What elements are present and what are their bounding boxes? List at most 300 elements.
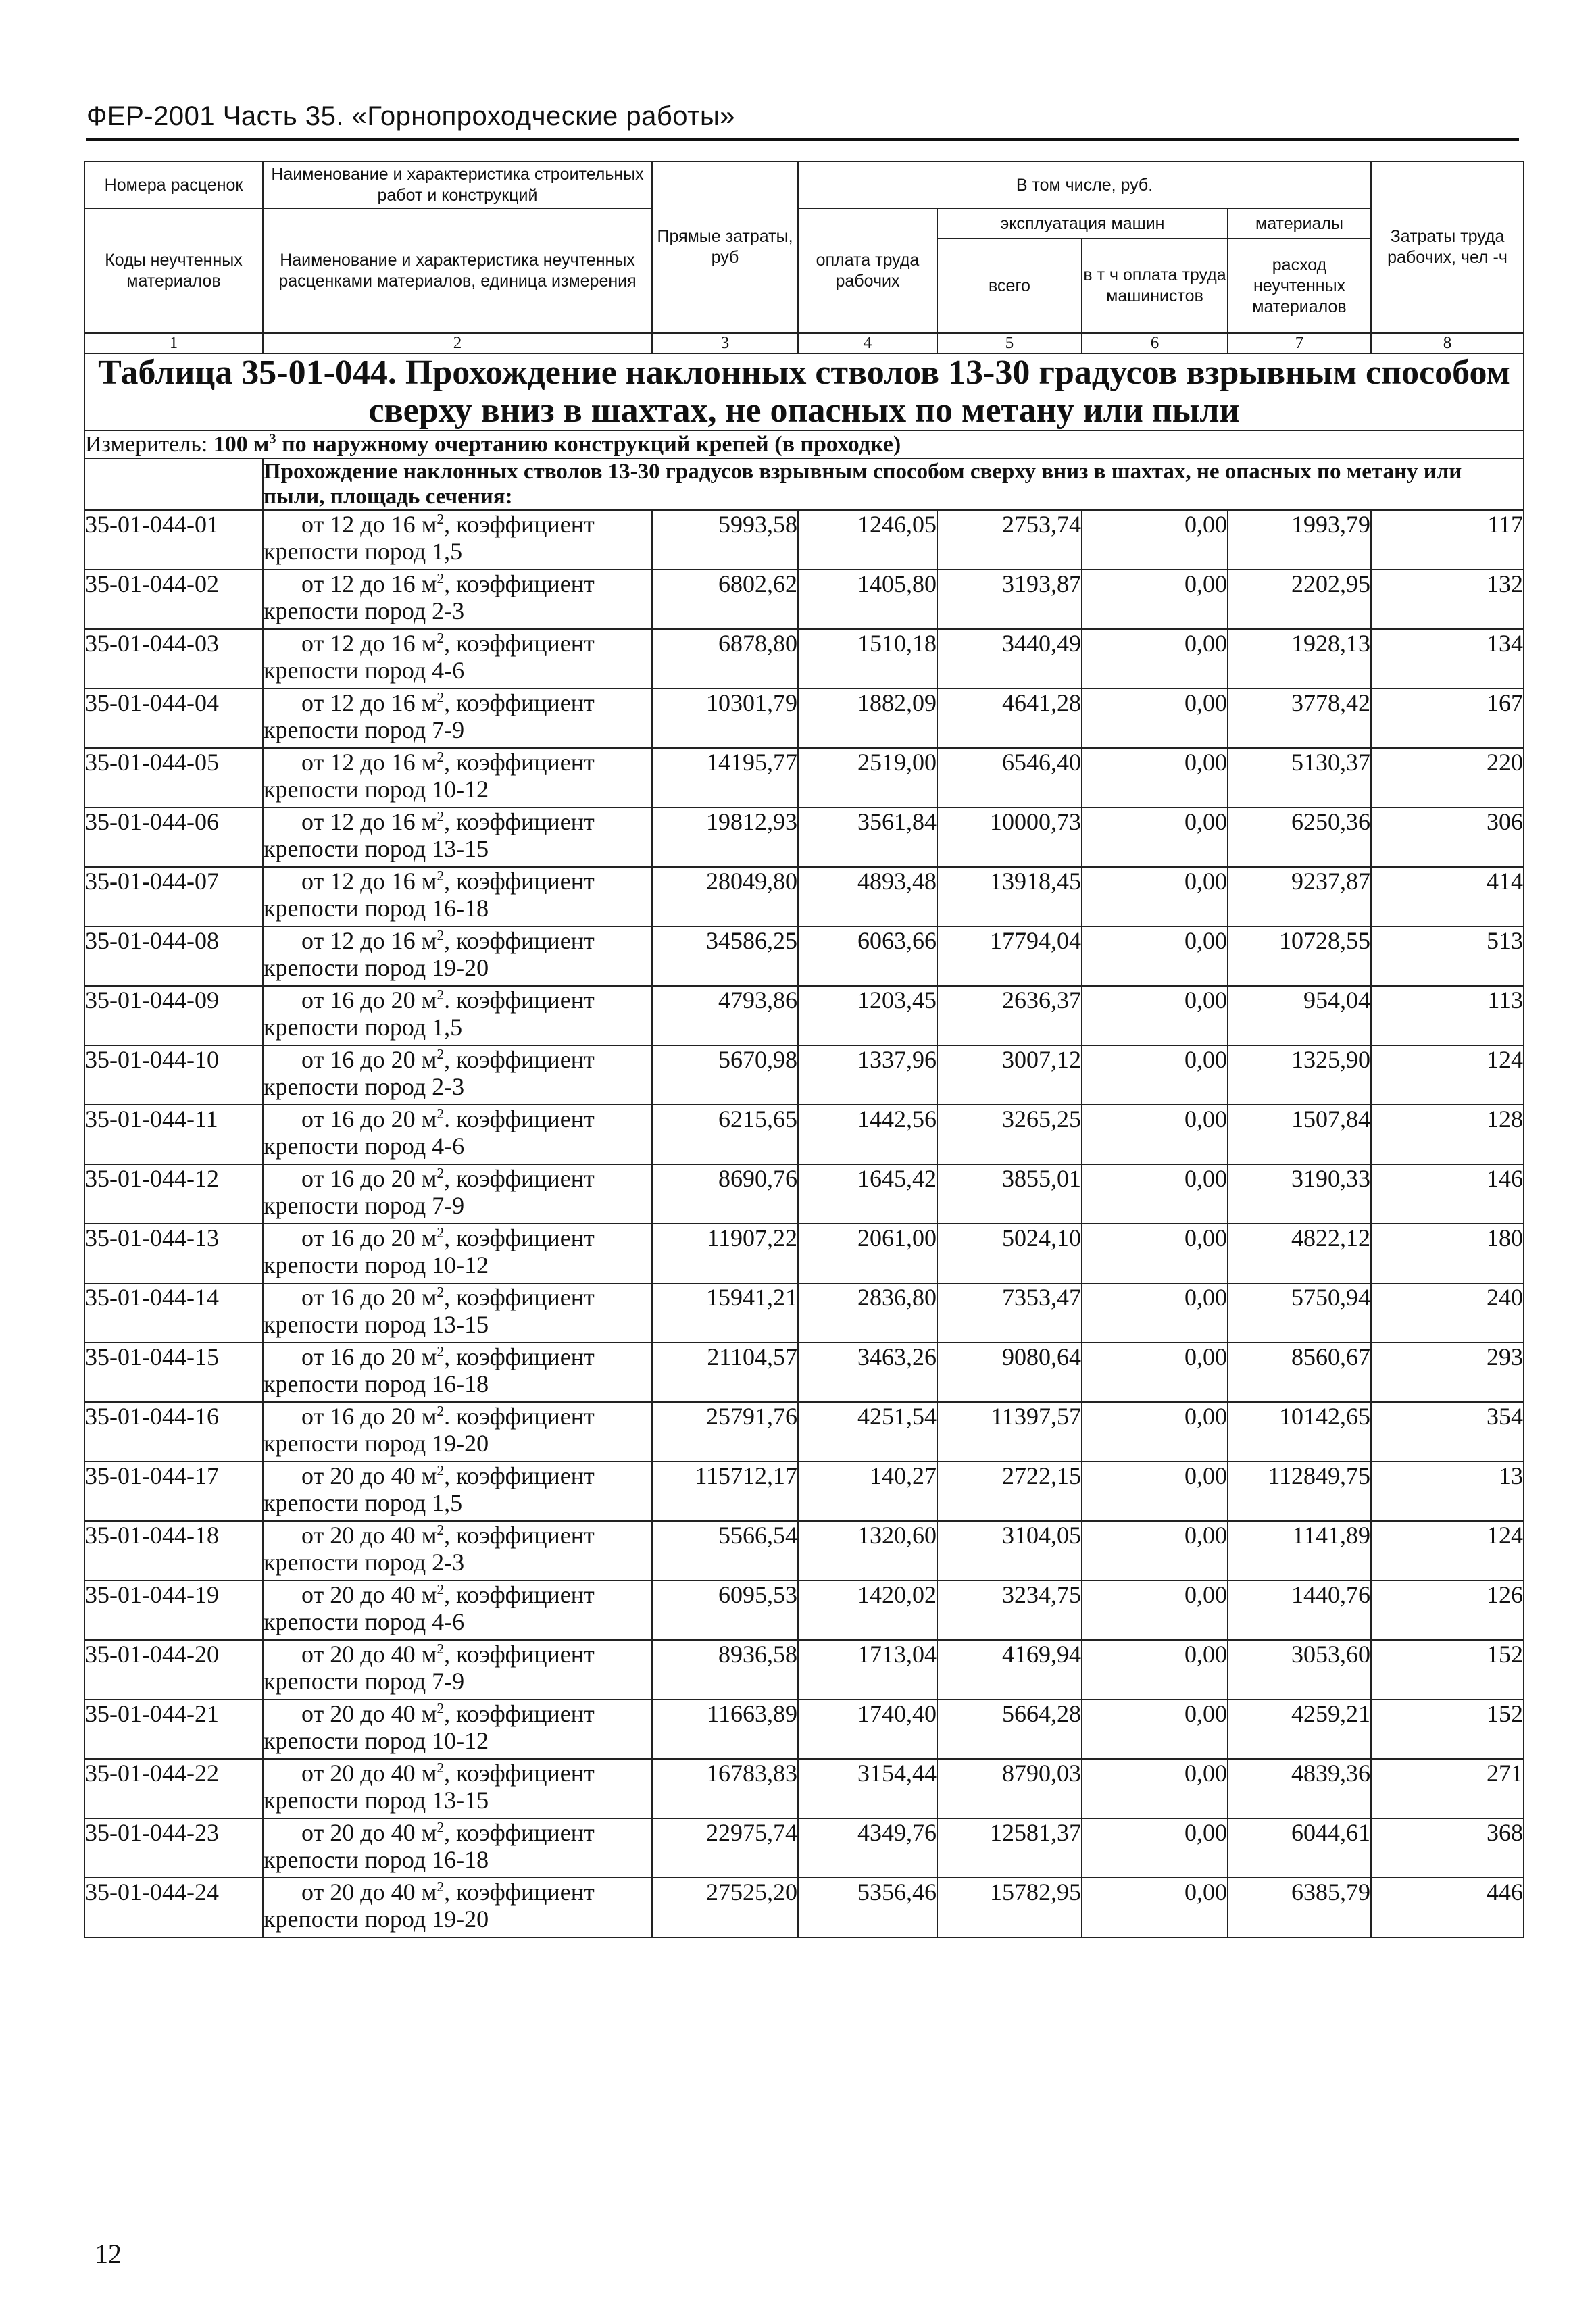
header-rule xyxy=(86,138,1519,141)
rate-code-cell: 35-01-044-05 xyxy=(84,748,263,807)
area-exponent: 2 xyxy=(437,1819,445,1835)
materials-cell: 1928,13 xyxy=(1228,629,1371,689)
direct-costs-cell: 6802,62 xyxy=(652,570,798,629)
col-materials-header: материалы xyxy=(1228,209,1371,239)
materials-cell: 1141,89 xyxy=(1228,1521,1371,1580)
materials-cell: 3190,33 xyxy=(1228,1164,1371,1224)
direct-costs-cell: 5993,58 xyxy=(652,510,798,570)
direct-costs-cell: 5670,98 xyxy=(652,1045,798,1105)
column-number: 2 xyxy=(263,333,652,353)
area-range: от 12 до 16 м xyxy=(301,808,437,835)
col-material-name-header: Наименование и характеристика неучтенных расценками материалов, единица измерения xyxy=(263,209,652,333)
machines-total-cell: 3265,25 xyxy=(937,1105,1082,1164)
machinist-pay-cell: 0,00 xyxy=(1082,926,1228,986)
norms-table xyxy=(84,161,1524,1938)
table-row xyxy=(84,1818,1524,1878)
rate-code-cell: 35-01-044-08 xyxy=(84,926,263,986)
table-row xyxy=(84,986,1524,1045)
machinist-pay-cell: 0,00 xyxy=(1082,1164,1228,1224)
labor-pay-cell: 4349,76 xyxy=(798,1818,937,1878)
machines-total-cell: 3104,05 xyxy=(937,1521,1082,1580)
materials-cell: 6044,61 xyxy=(1228,1818,1371,1878)
col-material-codes-header: Коды неучтенных материалов xyxy=(84,209,263,333)
direct-costs-cell: 4793,86 xyxy=(652,986,798,1045)
meter-value: 100 м xyxy=(213,432,270,457)
area-range: от 16 до 20 м xyxy=(301,1343,437,1370)
rock-hardness: крепости пород 19-20 xyxy=(264,1906,489,1933)
direct-costs-cell: 11663,89 xyxy=(652,1699,798,1759)
table-row xyxy=(84,1164,1524,1224)
area-range: от 20 до 40 м xyxy=(301,1760,437,1787)
area-exponent: 2 xyxy=(437,689,445,705)
direct-costs-cell: 21104,57 xyxy=(652,1343,798,1402)
rate-code-cell: 35-01-044-20 xyxy=(84,1640,263,1699)
rock-hardness: крепости пород 4-6 xyxy=(264,1132,465,1160)
direct-costs-cell: 115712,17 xyxy=(652,1462,798,1521)
area-exponent: 2 xyxy=(437,749,445,765)
col-group-header: В том числе, руб. xyxy=(798,161,1371,209)
table-row xyxy=(84,1343,1524,1402)
area-range: от 16 до 20 м xyxy=(301,1284,437,1311)
coefficient-label: . коэффициент xyxy=(444,1403,595,1430)
rate-code-cell: 35-01-044-13 xyxy=(84,1224,263,1283)
section-heading: Прохождение наклонных стволов 13-30 градусов взрывным способом сверху вниз в шахтах, не опасных по метану или пыли, площадь сечения: xyxy=(263,459,1524,510)
rock-hardness: крепости пород 2-3 xyxy=(264,1073,465,1100)
labor-pay-cell: 5356,46 xyxy=(798,1878,937,1937)
materials-cell: 2202,95 xyxy=(1228,570,1371,629)
work-name-cell xyxy=(263,748,652,807)
labor-hours-cell: 13 xyxy=(1371,1462,1524,1521)
labor-hours-cell: 180 xyxy=(1371,1224,1524,1283)
machines-total-cell: 9080,64 xyxy=(937,1343,1082,1402)
machines-total-cell: 10000,73 xyxy=(937,807,1082,867)
work-name-cell xyxy=(263,867,652,926)
table-row xyxy=(84,1759,1524,1818)
table-row xyxy=(84,1640,1524,1699)
coefficient-label: , коэффициент xyxy=(444,1581,595,1608)
rock-hardness: крепости пород 7-9 xyxy=(264,716,465,743)
direct-costs-cell: 28049,80 xyxy=(652,867,798,926)
area-exponent: 2 xyxy=(437,570,445,587)
rate-code-cell: 35-01-044-11 xyxy=(84,1105,263,1164)
table-row xyxy=(84,1105,1524,1164)
column-number: 8 xyxy=(1371,333,1524,353)
direct-costs-cell: 14195,77 xyxy=(652,748,798,807)
machinist-pay-cell: 0,00 xyxy=(1082,1462,1228,1521)
labor-pay-cell: 1645,42 xyxy=(798,1164,937,1224)
col-work-name-header: Наименование и характеристика строительных работ и конструкций xyxy=(263,161,652,209)
labor-hours-cell: 126 xyxy=(1371,1580,1524,1640)
rock-hardness: крепости пород 13-15 xyxy=(264,835,489,862)
machinist-pay-cell: 0,00 xyxy=(1082,629,1228,689)
col-labor-hours-header: Затраты труда рабочих, чел -ч xyxy=(1371,161,1524,333)
area-range: от 20 до 40 м xyxy=(301,1641,437,1668)
rock-hardness: крепости пород 13-15 xyxy=(264,1787,489,1814)
direct-costs-cell: 10301,79 xyxy=(652,689,798,748)
labor-hours-cell: 354 xyxy=(1371,1402,1524,1462)
area-range: от 12 до 16 м xyxy=(301,689,437,716)
table-row xyxy=(84,689,1524,748)
area-exponent: 2 xyxy=(437,1105,445,1122)
rate-code-cell: 35-01-044-18 xyxy=(84,1521,263,1580)
materials-cell: 1440,76 xyxy=(1228,1580,1371,1640)
machinist-pay-cell: 0,00 xyxy=(1082,748,1228,807)
area-range: от 20 до 40 м xyxy=(301,1462,437,1489)
rate-code-cell: 35-01-044-14 xyxy=(84,1283,263,1343)
materials-cell: 10142,65 xyxy=(1228,1402,1371,1462)
coefficient-label: . коэффициент xyxy=(444,987,595,1014)
coefficient-label: , коэффициент xyxy=(444,689,595,716)
area-exponent: 2 xyxy=(437,1284,445,1300)
table-row xyxy=(84,1045,1524,1105)
machines-total-cell: 2753,74 xyxy=(937,510,1082,570)
meter-exponent: 3 xyxy=(269,431,276,447)
labor-hours-cell: 117 xyxy=(1371,510,1524,570)
area-range: от 12 до 16 м xyxy=(301,927,437,954)
machinist-pay-cell: 0,00 xyxy=(1082,867,1228,926)
rate-code-cell: 35-01-044-21 xyxy=(84,1699,263,1759)
table-meter xyxy=(84,430,1524,459)
labor-pay-cell: 1713,04 xyxy=(798,1640,937,1699)
coefficient-label: , коэффициент xyxy=(444,1224,595,1251)
coefficient-label: , коэффициент xyxy=(444,630,595,657)
work-name-cell xyxy=(263,1818,652,1878)
labor-pay-cell: 2836,80 xyxy=(798,1283,937,1343)
labor-pay-cell: 1740,40 xyxy=(798,1699,937,1759)
materials-cell: 10728,55 xyxy=(1228,926,1371,986)
machines-total-cell: 11397,57 xyxy=(937,1402,1082,1462)
rock-hardness: крепости пород 7-9 xyxy=(264,1192,465,1219)
direct-costs-cell: 6215,65 xyxy=(652,1105,798,1164)
table-row xyxy=(84,1283,1524,1343)
materials-cell: 4822,12 xyxy=(1228,1224,1371,1283)
labor-hours-cell: 134 xyxy=(1371,629,1524,689)
work-name-cell xyxy=(263,1402,652,1462)
direct-costs-cell: 15941,21 xyxy=(652,1283,798,1343)
table-row xyxy=(84,510,1524,570)
meter-description: по наружному очертанию конструкций крепей (в проходке) xyxy=(276,432,901,457)
labor-pay-cell: 1882,09 xyxy=(798,689,937,748)
machines-total-cell: 5664,28 xyxy=(937,1699,1082,1759)
labor-pay-cell: 2061,00 xyxy=(798,1224,937,1283)
machinist-pay-cell: 0,00 xyxy=(1082,1759,1228,1818)
machines-total-cell: 15782,95 xyxy=(937,1878,1082,1937)
work-name-cell xyxy=(263,1224,652,1283)
labor-pay-cell: 3561,84 xyxy=(798,807,937,867)
rock-hardness: крепости пород 13-15 xyxy=(264,1311,489,1338)
labor-pay-cell: 1337,96 xyxy=(798,1045,937,1105)
machinist-pay-cell: 0,00 xyxy=(1082,689,1228,748)
table-row xyxy=(84,1224,1524,1283)
direct-costs-cell: 27525,20 xyxy=(652,1878,798,1937)
labor-pay-cell: 4251,54 xyxy=(798,1402,937,1462)
machinist-pay-cell: 0,00 xyxy=(1082,1878,1228,1937)
machines-total-cell: 3440,49 xyxy=(937,629,1082,689)
work-name-cell xyxy=(263,510,652,570)
labor-pay-cell: 1405,80 xyxy=(798,570,937,629)
area-exponent: 2 xyxy=(437,927,445,943)
labor-hours-cell: 132 xyxy=(1371,570,1524,629)
area-exponent: 2 xyxy=(437,1462,445,1478)
rock-hardness: крепости пород 1,5 xyxy=(264,1489,463,1516)
rock-hardness: крепости пород 16-18 xyxy=(264,895,489,922)
machines-total-cell: 3234,75 xyxy=(937,1580,1082,1640)
machinist-pay-cell: 0,00 xyxy=(1082,807,1228,867)
labor-hours-cell: 271 xyxy=(1371,1759,1524,1818)
table-row xyxy=(84,1580,1524,1640)
coefficient-label: , коэффициент xyxy=(444,570,595,597)
rock-hardness: крепости пород 16-18 xyxy=(264,1370,489,1397)
coefficient-label: , коэффициент xyxy=(444,749,595,776)
table-title: Таблица 35-01-044. Прохождение наклонных стволов 13-30 градусов взрывным способом сверху вниз в шахтах, не опасных по метану или пыли xyxy=(84,353,1524,430)
area-exponent: 2 xyxy=(437,1343,445,1360)
rock-hardness: крепости пород 10-12 xyxy=(264,1727,489,1754)
labor-hours-cell: 293 xyxy=(1371,1343,1524,1402)
rock-hardness: крепости пород 19-20 xyxy=(264,1430,489,1457)
labor-pay-cell: 140,27 xyxy=(798,1462,937,1521)
labor-hours-cell: 240 xyxy=(1371,1283,1524,1343)
machines-total-cell: 4169,94 xyxy=(937,1640,1082,1699)
coefficient-label: , коэффициент xyxy=(444,1819,595,1846)
machines-total-cell: 6546,40 xyxy=(937,748,1082,807)
coefficient-label: , коэффициент xyxy=(444,927,595,954)
machinist-pay-cell: 0,00 xyxy=(1082,986,1228,1045)
area-exponent: 2 xyxy=(437,1581,445,1597)
work-name-cell xyxy=(263,1164,652,1224)
column-number: 6 xyxy=(1082,333,1228,353)
coefficient-label: . коэффициент xyxy=(444,1105,595,1132)
machinist-pay-cell: 0,00 xyxy=(1082,1045,1228,1105)
rate-code-cell: 35-01-044-17 xyxy=(84,1462,263,1521)
labor-pay-cell: 2519,00 xyxy=(798,748,937,807)
area-range: от 20 до 40 м xyxy=(301,1700,437,1727)
rate-code-cell: 35-01-044-01 xyxy=(84,510,263,570)
coefficient-label: , коэффициент xyxy=(444,808,595,835)
rock-hardness: крепости пород 4-6 xyxy=(264,1608,465,1635)
labor-hours-cell: 368 xyxy=(1371,1818,1524,1878)
area-exponent: 2 xyxy=(437,1878,445,1895)
rate-code-cell: 35-01-044-23 xyxy=(84,1818,263,1878)
machinist-pay-cell: 0,00 xyxy=(1082,1580,1228,1640)
materials-cell: 3778,42 xyxy=(1228,689,1371,748)
area-range: от 16 до 20 м xyxy=(301,1105,437,1132)
work-name-cell xyxy=(263,1283,652,1343)
table-row xyxy=(84,1402,1524,1462)
col-direct-costs-header: Прямые затраты, руб xyxy=(652,161,798,333)
machines-total-cell: 17794,04 xyxy=(937,926,1082,986)
coefficient-label: , коэффициент xyxy=(444,1641,595,1668)
coefficient-label: , коэффициент xyxy=(444,1165,595,1192)
area-range: от 16 до 20 м xyxy=(301,987,437,1014)
labor-hours-cell: 128 xyxy=(1371,1105,1524,1164)
page-number: 12 xyxy=(95,2239,122,2269)
coefficient-label: , коэффициент xyxy=(444,1878,595,1906)
column-number: 1 xyxy=(84,333,263,353)
column-number: 4 xyxy=(798,333,937,353)
labor-pay-cell: 3154,44 xyxy=(798,1759,937,1818)
area-exponent: 2 xyxy=(437,1403,445,1419)
work-name-cell xyxy=(263,1462,652,1521)
area-range: от 12 до 16 м xyxy=(301,570,437,597)
direct-costs-cell: 6878,80 xyxy=(652,629,798,689)
materials-cell: 5130,37 xyxy=(1228,748,1371,807)
table-row xyxy=(84,1462,1524,1521)
rate-code-cell: 35-01-044-19 xyxy=(84,1580,263,1640)
coefficient-label: , коэффициент xyxy=(444,868,595,895)
area-range: от 12 до 16 м xyxy=(301,749,437,776)
machines-total-cell: 3193,87 xyxy=(937,570,1082,629)
machinist-pay-cell: 0,00 xyxy=(1082,1818,1228,1878)
machines-total-cell: 12581,37 xyxy=(937,1818,1082,1878)
area-exponent: 2 xyxy=(437,808,445,824)
machinist-pay-cell: 0,00 xyxy=(1082,1343,1228,1402)
work-name-cell xyxy=(263,629,652,689)
rate-code-cell: 35-01-044-24 xyxy=(84,1878,263,1937)
area-exponent: 2 xyxy=(437,1522,445,1538)
running-head: ФЕР-2001 Часть 35. «Горнопроходческие работы» xyxy=(86,101,735,131)
table-row xyxy=(84,867,1524,926)
machinist-pay-cell: 0,00 xyxy=(1082,1699,1228,1759)
materials-cell: 9237,87 xyxy=(1228,867,1371,926)
work-name-cell xyxy=(263,1045,652,1105)
direct-costs-cell: 11907,22 xyxy=(652,1224,798,1283)
rock-hardness: крепости пород 2-3 xyxy=(264,597,465,624)
rock-hardness: крепости пород 2-3 xyxy=(264,1549,465,1576)
work-name-cell xyxy=(263,986,652,1045)
area-exponent: 2 xyxy=(437,511,445,527)
labor-hours-cell: 113 xyxy=(1371,986,1524,1045)
rate-code-cell: 35-01-044-10 xyxy=(84,1045,263,1105)
col-machines-total-header: всего xyxy=(937,239,1082,333)
area-range: от 20 до 40 м xyxy=(301,1581,437,1608)
coefficient-label: , коэффициент xyxy=(444,1522,595,1549)
labor-hours-cell: 152 xyxy=(1371,1640,1524,1699)
work-name-cell xyxy=(263,689,652,748)
area-range: от 12 до 16 м xyxy=(301,868,437,895)
direct-costs-cell: 22975,74 xyxy=(652,1818,798,1878)
machines-total-cell: 3855,01 xyxy=(937,1164,1082,1224)
section-empty-cell xyxy=(84,459,263,510)
col-machines-header: эксплуатация машин xyxy=(937,209,1228,239)
direct-costs-cell: 8936,58 xyxy=(652,1640,798,1699)
col-unaccounted-materials-header: расход неучтенных материалов xyxy=(1228,239,1371,333)
direct-costs-cell: 19812,93 xyxy=(652,807,798,867)
labor-hours-cell: 414 xyxy=(1371,867,1524,926)
labor-pay-cell: 4893,48 xyxy=(798,867,937,926)
rate-code-cell: 35-01-044-02 xyxy=(84,570,263,629)
area-exponent: 2 xyxy=(437,987,445,1003)
meter-label: Измеритель: xyxy=(85,432,208,457)
coefficient-label: , коэффициент xyxy=(444,1700,595,1727)
area-exponent: 2 xyxy=(437,868,445,884)
materials-cell: 1325,90 xyxy=(1228,1045,1371,1105)
machinist-pay-cell: 0,00 xyxy=(1082,1640,1228,1699)
labor-pay-cell: 1320,60 xyxy=(798,1521,937,1580)
rate-code-cell: 35-01-044-22 xyxy=(84,1759,263,1818)
materials-cell: 1993,79 xyxy=(1228,510,1371,570)
rock-hardness: крепости пород 1,5 xyxy=(264,1014,463,1041)
area-exponent: 2 xyxy=(437,1224,445,1241)
column-numbers-row xyxy=(84,333,1524,353)
materials-cell: 1507,84 xyxy=(1228,1105,1371,1164)
area-range: от 20 до 40 м xyxy=(301,1819,437,1846)
work-name-cell xyxy=(263,1580,652,1640)
machines-total-cell: 7353,47 xyxy=(937,1283,1082,1343)
coefficient-label: , коэффициент xyxy=(444,1284,595,1311)
area-range: от 16 до 20 м xyxy=(301,1046,437,1073)
area-exponent: 2 xyxy=(437,1641,445,1657)
machines-total-cell: 3007,12 xyxy=(937,1045,1082,1105)
coefficient-label: , коэффициент xyxy=(444,511,595,538)
table-row xyxy=(84,926,1524,986)
machines-total-cell: 8790,03 xyxy=(937,1759,1082,1818)
direct-costs-cell: 8690,76 xyxy=(652,1164,798,1224)
work-name-cell xyxy=(263,570,652,629)
area-exponent: 2 xyxy=(437,1760,445,1776)
machinist-pay-cell: 0,00 xyxy=(1082,1402,1228,1462)
labor-hours-cell: 152 xyxy=(1371,1699,1524,1759)
table-row xyxy=(84,1878,1524,1937)
machines-total-cell: 2722,15 xyxy=(937,1462,1082,1521)
machines-total-cell: 4641,28 xyxy=(937,689,1082,748)
labor-hours-cell: 446 xyxy=(1371,1878,1524,1937)
table-row xyxy=(84,570,1524,629)
materials-cell: 8560,67 xyxy=(1228,1343,1371,1402)
work-name-cell xyxy=(263,926,652,986)
labor-hours-cell: 146 xyxy=(1371,1164,1524,1224)
work-name-cell xyxy=(263,1699,652,1759)
rock-hardness: крепости пород 10-12 xyxy=(264,1251,489,1278)
work-name-cell xyxy=(263,1878,652,1937)
machines-total-cell: 13918,45 xyxy=(937,867,1082,926)
column-number: 5 xyxy=(937,333,1082,353)
rate-code-cell: 35-01-044-06 xyxy=(84,807,263,867)
labor-hours-cell: 124 xyxy=(1371,1045,1524,1105)
area-range: от 20 до 40 м xyxy=(301,1522,437,1549)
table-row xyxy=(84,748,1524,807)
work-name-cell xyxy=(263,1640,652,1699)
direct-costs-cell: 16783,83 xyxy=(652,1759,798,1818)
rate-code-cell: 35-01-044-03 xyxy=(84,629,263,689)
rock-hardness: крепости пород 7-9 xyxy=(264,1668,465,1695)
materials-cell: 3053,60 xyxy=(1228,1640,1371,1699)
rock-hardness: крепости пород 1,5 xyxy=(264,538,463,565)
work-name-cell xyxy=(263,807,652,867)
machinist-pay-cell: 0,00 xyxy=(1082,510,1228,570)
area-range: от 16 до 20 м xyxy=(301,1165,437,1192)
labor-pay-cell: 3463,26 xyxy=(798,1343,937,1402)
work-name-cell xyxy=(263,1105,652,1164)
rock-hardness: крепости пород 10-12 xyxy=(264,776,489,803)
direct-costs-cell: 34586,25 xyxy=(652,926,798,986)
rock-hardness: крепости пород 16-18 xyxy=(264,1846,489,1873)
rate-code-cell: 35-01-044-09 xyxy=(84,986,263,1045)
work-name-cell xyxy=(263,1521,652,1580)
direct-costs-cell: 25791,76 xyxy=(652,1402,798,1462)
rate-code-cell: 35-01-044-04 xyxy=(84,689,263,748)
table-row xyxy=(84,1699,1524,1759)
col-labor-pay-header: оплата труда рабочих xyxy=(798,209,937,333)
area-range: от 20 до 40 м xyxy=(301,1878,437,1906)
area-exponent: 2 xyxy=(437,1046,445,1062)
machinist-pay-cell: 0,00 xyxy=(1082,1105,1228,1164)
materials-cell: 4259,21 xyxy=(1228,1699,1371,1759)
machinist-pay-cell: 0,00 xyxy=(1082,1224,1228,1283)
coefficient-label: , коэффициент xyxy=(444,1760,595,1787)
machines-total-cell: 2636,37 xyxy=(937,986,1082,1045)
labor-pay-cell: 1510,18 xyxy=(798,629,937,689)
labor-pay-cell: 1203,45 xyxy=(798,986,937,1045)
